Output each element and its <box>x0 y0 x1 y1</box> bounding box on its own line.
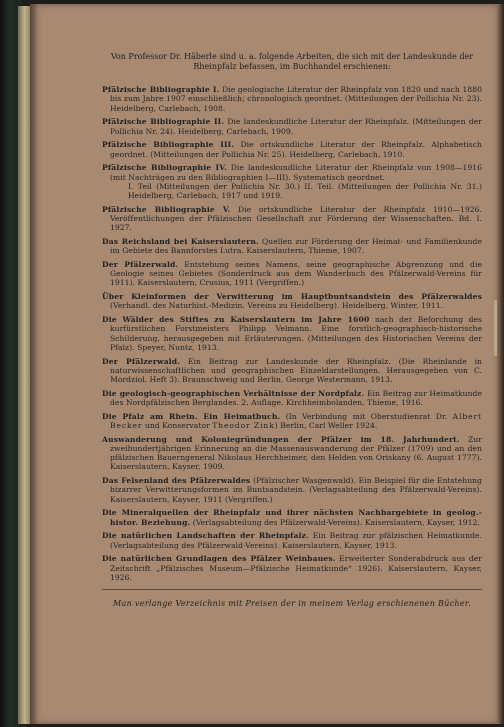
entry-title: Über Kleinformen der Verwitterung im Hauptbuntsandstein des Pfälzerwaldes <box>102 292 482 302</box>
page-edge-mark <box>494 300 497 356</box>
list-item <box>102 435 482 472</box>
list-item <box>102 357 482 385</box>
entry-title: Die Pfalz am Rhein. Ein Heimatbuch. <box>102 411 281 421</box>
list-item <box>102 117 482 135</box>
list-item <box>102 205 482 233</box>
entry-text: und Konservator <box>142 421 213 431</box>
entry-title: Das Reichsland bei Kaiserslautern. <box>102 237 259 246</box>
entry-title: Die Mineralquellen der Rheinpfalz und ihrer nächsten Nachbargebiete in geolog.-histor. Beziehung. <box>102 508 482 527</box>
list-item <box>102 163 482 200</box>
intro-text: Von Professor Dr. Häberle sind u. a. folgende Arbeiten, die sich mit der Landeskunde der Rheinpfalz befassen, im Buchhandel erschienen: <box>110 52 474 71</box>
entry-text: (In Verbindung mit Oberstudienrat Dr. <box>280 411 453 421</box>
publication-list <box>102 52 482 617</box>
list-item <box>102 260 482 288</box>
entry-title: Pfälzische Bibliographie V. <box>102 204 231 214</box>
entry-text: Die geologische Literatur der Rheinpfalz von 1820 und nach 1880 bis zum Jahre 1907 einschließlich; chronologisch geordnet. (Mitteilungen der Pollichia Nr. 23). Heidelberg, Carlebach, 1908. <box>110 85 482 113</box>
entry-text: nach der Beforchung des kurfürstlichen Forstmeisters Philipp Velmann. Eine forstlich-geographisch-historische Schilderung, herausgegeben mit Erläuterungen. (Mitteilungen des Historischen Vereins der Pfalz). Speyer, Nuntz, 1913. <box>110 315 482 352</box>
entry-text: (Pfälzischer Wasgenwald). Ein Beispiel für die Entstehung bizarrer Verwitterungsformen im Buntsandstein. (Verlagsabteilung des Pfälzerwald-Vereins). Kaiserslautern, Kayser, 1911 (Vergriffen.) <box>110 476 482 504</box>
entry-title: Pfälzische Bibliographie IV. <box>102 163 227 173</box>
entry-title: Die natürlichen Grundlagen des Pfälzer Weinbaues. <box>102 554 336 564</box>
entry-text: Zur zweihundertjährigen Erinnerung an die Massenauswanderung der Pfälzer (1709) und an den pfälzischen Bauerngeneral Nikolaus Herchheimer, den Helden von Oriskany (6. August 1777). Kaiserslautern, Kayser, 1909. <box>110 434 482 472</box>
entry-text: Die ortskundliche Literatur der Rheinpfalz. Alphabetisch geordnet. (Mitteilungen der Pollichia Nr. 25). Heidelberg, Carlebach, 1910. <box>110 140 482 159</box>
entry-title: Auswanderung und Koloniegründungen der Pfälzer im 18. Jahrhundert. <box>102 434 460 444</box>
entry-text: Die ortskundliche Literatur der Rheinpfalz 1910—1926. Veröffentlichungen der Pfälzischen Gesellschaft zur Förderung der Wissenschaften. Bd. I. 1927. <box>110 204 482 233</box>
list-item <box>102 140 482 158</box>
entry-text: (Verlagsabteilung des Pfälzerwald-Vereins). Kaiserslautern, Kayser, 1912. <box>190 517 480 527</box>
entry-text: ) Berlin, Carl Weller 1924. <box>274 421 378 431</box>
list-item <box>102 389 482 407</box>
entry-text: Ein Beitrag zur Landeskunde der Rheinpfalz. (Die Rheinlande in naturwissenschaftlichen und geographischen Einzeldarstellungen. Herausgegeben von C. Mordziol. Heft 3). Braunschweig und Berlin, George Westermann, 1913. <box>110 356 482 385</box>
entry-title: Die Wälder des Stiftes zu Kaiserslautern im Jahre 1600 <box>102 315 370 325</box>
page-gutter-shadow <box>30 4 38 724</box>
entry-title: Die natürlichen Landschaften der Rheinpfalz. <box>102 531 309 541</box>
list-item <box>102 85 482 113</box>
entry-title: Pfälzische Bibliographie I. <box>102 85 220 95</box>
entry-text: (Verhandl. des Naturhist.-Medizin. Vereins zu Heidelberg). Heidelberg, Winter, 1911. <box>110 301 444 311</box>
entry-text: Quellen zur Förderung der Heimat- und Familienkunde im Gebiete des Bannforstes Lutra. Kaiserslautern, Thieme, 1907. <box>110 237 482 256</box>
list-item <box>102 237 482 255</box>
entry-text: Die landeskundliche Literatur der Rheinpfalz von 1908—1916 (mit Nachträgen zu den Bibliographien I—III). Systematisch geordnet. <box>110 163 482 182</box>
entry-text: Ein Beitrag zur pfälzischen Heimatkunde. (Verlagsabteilung des Pfälzerwald-Vereins). Kaiserslautern, Kayser, 1913. <box>110 531 482 550</box>
list-item <box>102 412 482 430</box>
list-item <box>102 476 482 504</box>
list-item <box>102 292 482 310</box>
entry-text: Erweiterter Sonderabdruck aus der Zeitschrift „Pfälzisches Museum—Pfälzische Heimatkunde“ 1926). Kaiserslautern, Kayser, 1926. <box>110 554 482 582</box>
entry-title: Pfälzische Bibliographie III. <box>102 140 235 150</box>
entry-title: Pfälzische Bibliographie II. <box>102 117 225 127</box>
entry-continuation: I. Teil (Mitteilungen der Pollichia Nr. 30.) II. Teil. (Mitteilungen der Pollichia Nr. 31.) Heidelberg, Carlebach, 1917 und 1919. <box>128 181 482 200</box>
list-item <box>102 531 482 549</box>
divider <box>102 589 482 590</box>
entry-title: Die geologisch-geographischen Verhältnisse der Nordpfalz. <box>102 388 365 398</box>
page-right-edge <box>497 4 504 724</box>
cover-edge <box>18 6 30 724</box>
entry-spaced-name: Theodor Zink <box>212 421 275 431</box>
entry-spaced-name: Albert Becker <box>110 411 482 431</box>
entry-text: Entstehung seines Namens, seine geographische Abgrenzung und die Geologie seines Gebietes (Sonderdruck aus dem Wanderbuch des Pfälzerwald-Vereins für 1911). Kaiserslautern, Crusius, 1911 (Vergriffen.) <box>110 260 482 288</box>
entry-title: Der Pfälzerwald. <box>102 356 181 366</box>
entry-title: Das Felsenland des Pfälzerwaldes <box>102 476 251 486</box>
footer-note: Man verlange Verzeichnis mit Preisen der in meinem Verlag erschienenen Bücher. <box>113 599 471 609</box>
list-item <box>102 508 482 526</box>
entry-text: Ein Beitrag zur Heimatkunde des Nordpfälzischen Berglandes. 2. Auflage. Kirchheimbolanden, Thieme, 1916. <box>110 388 483 408</box>
entry-title: Der Pfälzerwald. <box>102 260 179 269</box>
entry-text: Die landeskundliche Literatur der Rheinpfalz. (Mitteilungen der Pollichia Nr. 24). Heidelberg, Carlebach, 1909. <box>110 117 482 136</box>
list-item <box>102 554 482 582</box>
list-item <box>102 315 482 352</box>
